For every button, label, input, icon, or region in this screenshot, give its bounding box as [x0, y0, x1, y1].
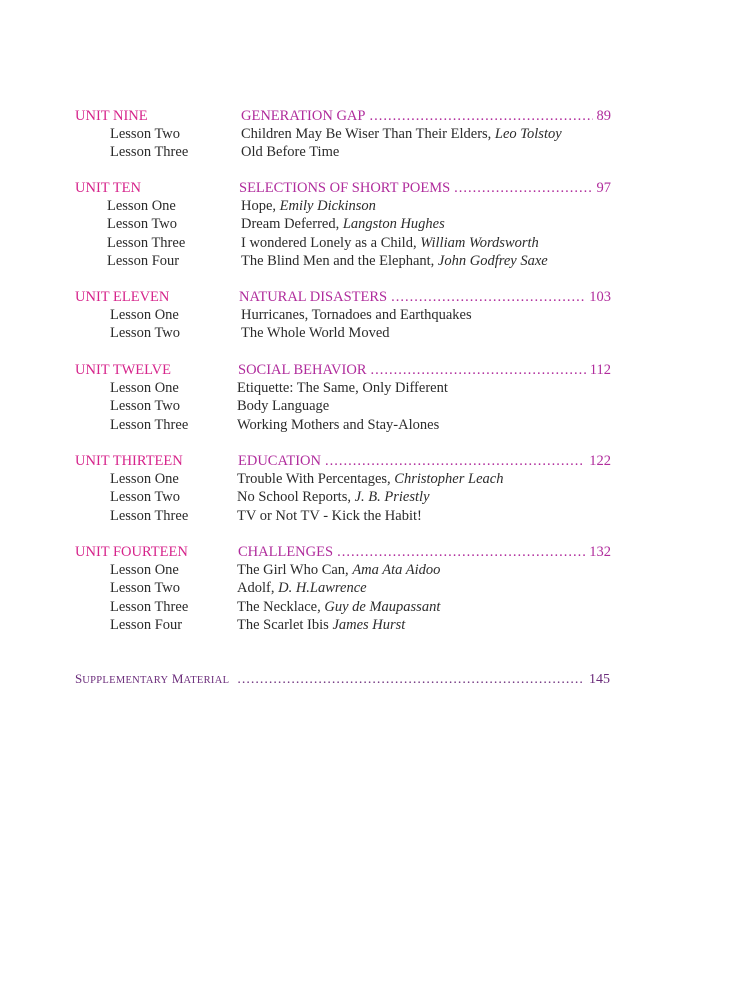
- lesson-label: Lesson Two: [110, 580, 181, 596]
- lesson-title: The Girl Who Can,: [237, 562, 353, 578]
- lesson-label: Lesson One: [107, 198, 176, 214]
- leader-dots: [391, 288, 585, 306]
- unit-title: EDUCATION: [238, 453, 321, 469]
- lesson-row: [0, 379, 740, 397]
- lesson-row: [0, 143, 740, 161]
- page-number: 97: [596, 180, 611, 196]
- lesson-title: The Scarlet Ibis: [237, 617, 333, 633]
- lesson-title-entry: [237, 561, 440, 579]
- leader-dots: [337, 543, 585, 561]
- lesson-label: Lesson Two: [110, 126, 181, 142]
- lesson-title-entry: [241, 125, 562, 143]
- lesson-label: Lesson Two: [107, 216, 178, 232]
- unit-label: UNIT TEN: [75, 180, 141, 196]
- lesson-row: [0, 306, 740, 324]
- lesson-row: [0, 125, 740, 143]
- lesson-row: [0, 488, 740, 506]
- lesson-title-entry: [241, 306, 472, 324]
- lesson-title: Hurricanes, Tornadoes and Earthquakes: [241, 307, 472, 323]
- lesson-title-entry: [237, 598, 440, 616]
- lesson-row: [0, 215, 740, 233]
- lesson-title-entry: [237, 416, 439, 434]
- lesson-title: Old Before Time: [241, 144, 340, 160]
- unit-heading: [0, 361, 740, 379]
- page-number: 89: [596, 108, 611, 124]
- lesson-title-entry: [237, 616, 405, 634]
- lesson-title-entry: [237, 507, 422, 525]
- lesson-title: TV or Not TV - Kick the Habit!: [237, 508, 422, 524]
- lesson-label: Lesson Three: [110, 417, 189, 433]
- unit-label: UNIT ELEVEN: [75, 289, 170, 305]
- lesson-author: Christopher Leach: [394, 471, 504, 487]
- unit-title: SOCIAL BEHAVIOR: [238, 362, 367, 378]
- lesson-label: Lesson Three: [110, 144, 189, 160]
- lesson-title-entry: [237, 379, 448, 397]
- unit-title-entry: [238, 543, 611, 561]
- lesson-label: Lesson Two: [110, 489, 181, 505]
- lesson-label: Lesson Four: [107, 253, 180, 269]
- lesson-title: Hope,: [241, 198, 280, 214]
- lesson-label: Lesson Two: [110, 325, 181, 341]
- unit-heading: [0, 452, 740, 470]
- unit-label: UNIT NINE: [75, 108, 148, 124]
- lesson-title: The Whole World Moved: [241, 325, 390, 341]
- lesson-title: I wondered Lonely as a Child,: [241, 235, 421, 251]
- leader-dots: [371, 361, 586, 379]
- lesson-label: Lesson Two: [110, 398, 181, 414]
- lesson-title: The Blind Men and the Elephant,: [241, 253, 438, 269]
- lesson-row: [0, 397, 740, 415]
- lesson-author: J. B. Priestly: [354, 489, 430, 505]
- lesson-title: No School Reports,: [237, 489, 355, 505]
- lesson-title: Body Language: [237, 398, 330, 414]
- lesson-title-entry: [241, 197, 376, 215]
- unit-title-entry: [239, 288, 611, 306]
- lesson-author: Ama Ata Aidoo: [352, 562, 441, 578]
- lesson-row: [0, 252, 740, 270]
- unit-title-entry: [241, 107, 611, 125]
- leader-dots: [454, 179, 592, 197]
- lesson-row: [0, 324, 740, 342]
- lesson-title: Dream Deferred,: [241, 216, 343, 232]
- lesson-title-entry: [241, 324, 390, 342]
- lesson-label: Lesson One: [110, 471, 179, 487]
- lesson-label: Lesson One: [110, 307, 179, 323]
- lesson-author: Leo Tolstoy: [494, 126, 562, 142]
- leader-dots: [325, 452, 585, 470]
- lesson-title: Etiquette: The Same, Only Different: [237, 380, 448, 396]
- unit-title: GENERATION GAP: [241, 108, 366, 124]
- lesson-title: Working Mothers and Stay-Alones: [237, 417, 440, 433]
- leader-dots: [237, 671, 583, 689]
- lesson-label: Lesson One: [110, 562, 179, 578]
- unit-title: SELECTIONS OF SHORT POEMS: [239, 180, 451, 196]
- lesson-title: The Necklace,: [237, 599, 325, 615]
- lesson-title-entry: [241, 143, 339, 161]
- page-number: 145: [589, 672, 610, 687]
- lesson-author: Guy de Maupassant: [324, 599, 441, 615]
- lesson-title: Trouble With Percentages,: [237, 471, 395, 487]
- lesson-title-entry: [237, 488, 430, 506]
- lesson-row: [0, 416, 740, 434]
- unit-label: UNIT FOURTEEN: [75, 544, 188, 560]
- supplementary-material-entry: [75, 670, 610, 688]
- lesson-title: Children May Be Wiser Than Their Elders,: [241, 126, 495, 142]
- lesson-title: Adolf,: [237, 580, 279, 596]
- unit-label: UNIT THIRTEEN: [75, 453, 183, 469]
- lesson-title-entry: [241, 215, 445, 233]
- lesson-title-entry: [241, 252, 548, 270]
- lesson-row: [0, 470, 740, 488]
- page-number: 112: [589, 362, 611, 378]
- supplementary-label: SUPPLEMENTARY MATERIAL: [75, 671, 230, 686]
- lesson-label: Lesson Three: [110, 508, 189, 524]
- unit-heading: [0, 179, 740, 197]
- leader-dots: [369, 107, 592, 125]
- page-number: 122: [589, 453, 611, 469]
- unit-title-entry: [238, 452, 611, 470]
- unit-title: NATURAL DISASTERS: [239, 289, 388, 305]
- unit-heading: [0, 107, 740, 125]
- lesson-label: Lesson Four: [110, 617, 183, 633]
- lesson-row: [0, 616, 740, 634]
- unit-heading: [0, 288, 740, 306]
- lesson-label: Lesson Three: [110, 599, 189, 615]
- page-number: 132: [589, 544, 611, 560]
- lesson-author: William Wordsworth: [420, 235, 539, 251]
- lesson-author: John Godfrey Saxe: [437, 253, 548, 269]
- unit-label: UNIT TWELVE: [75, 362, 171, 378]
- lesson-label: Lesson One: [110, 380, 179, 396]
- lesson-label: Lesson Three: [107, 235, 186, 251]
- lesson-row: [0, 579, 740, 597]
- unit-title-entry: [238, 361, 611, 379]
- lesson-author: Emily Dickinson: [279, 198, 376, 214]
- lesson-row: [0, 507, 740, 525]
- lesson-row: [0, 197, 740, 215]
- lesson-row: [0, 598, 740, 616]
- lesson-row: [0, 234, 740, 252]
- unit-title: CHALLENGES: [238, 544, 334, 560]
- lesson-author: D. H.Lawrence: [278, 580, 367, 596]
- lesson-title-entry: [241, 234, 539, 252]
- lesson-title-entry: [237, 579, 367, 597]
- lesson-author: Langston Hughes: [342, 216, 445, 232]
- page-number: 103: [589, 289, 611, 305]
- lesson-author: James Hurst: [332, 617, 406, 633]
- lesson-title-entry: [237, 397, 329, 415]
- unit-title-entry: [239, 179, 611, 197]
- unit-heading: [0, 543, 740, 561]
- lesson-title-entry: [237, 470, 503, 488]
- lesson-row: [0, 561, 740, 579]
